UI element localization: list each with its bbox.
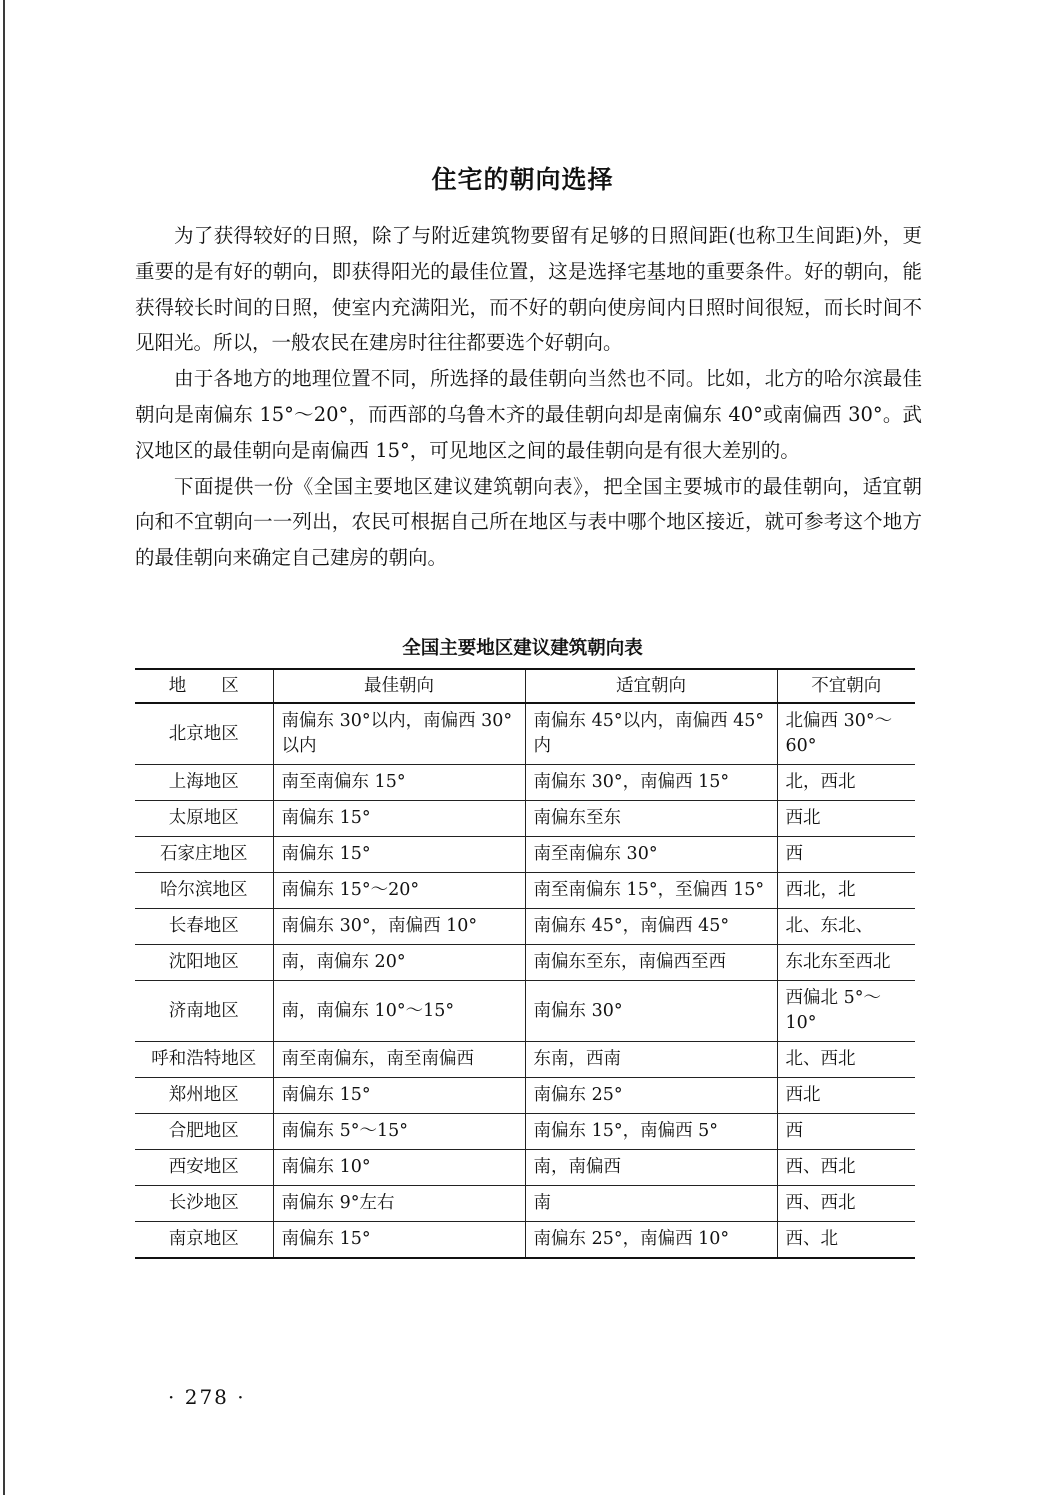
orientation-table <box>135 668 915 1259</box>
table-row <box>135 909 915 945</box>
best-cell: 南至南偏东 15° <box>273 765 525 801</box>
best-cell: 南，南偏东 20° <box>273 945 525 981</box>
body-text <box>135 218 922 576</box>
best-cell: 南偏东 15° <box>273 837 525 873</box>
suitable-cell: 南至南偏东 30° <box>525 837 777 873</box>
region-cell: 郑州地区 <box>135 1078 273 1114</box>
suitable-cell: 南，南偏西 <box>525 1150 777 1186</box>
table-row <box>135 1078 915 1114</box>
table-row <box>135 1222 915 1259</box>
table-row <box>135 765 915 801</box>
unsuitable-cell: 北、西北 <box>777 1042 915 1078</box>
suitable-cell: 南偏东 25°，南偏西 10° <box>525 1222 777 1259</box>
table-row <box>135 1150 915 1186</box>
unsuitable-cell: 西 <box>777 837 915 873</box>
best-cell: 南偏东 15° <box>273 1078 525 1114</box>
unsuitable-cell: 西偏北 5°～10° <box>777 981 915 1042</box>
suitable-cell: 南偏东 45°，南偏西 45° <box>525 909 777 945</box>
header-best-orientation: 最佳朝向 <box>273 669 525 703</box>
table-row <box>135 703 915 765</box>
best-cell: 南偏东 5°～15° <box>273 1114 525 1150</box>
table-row <box>135 837 915 873</box>
table-row <box>135 981 915 1042</box>
region-cell: 沈阳地区 <box>135 945 273 981</box>
table-caption: 全国主要地区建议建筑朝向表 <box>402 638 643 659</box>
table-row <box>135 1042 915 1078</box>
best-cell: 南偏东 10° <box>273 1150 525 1186</box>
suitable-cell: 南偏东 30°，南偏西 15° <box>525 765 777 801</box>
header-unsuitable-orientation: 不宜朝向 <box>777 669 915 703</box>
region-cell: 南京地区 <box>135 1222 273 1259</box>
table-row <box>135 945 915 981</box>
best-cell: 南偏东 30°，南偏西 10° <box>273 909 525 945</box>
page-number: · 278 · <box>168 1385 246 1409</box>
paragraph-3: 下面提供一份《全国主要地区建议建筑朝向表》，把全国主要城市的最佳朝向，适宜朝向和不宜朝向一一列出，农民可根据自己所在地区与表中哪个地区接近，就可参考这个地方的最佳朝向来确定自己建房的朝向。 <box>135 474 922 570</box>
table-row <box>135 801 915 837</box>
unsuitable-cell: 北，西北 <box>777 765 915 801</box>
suitable-cell: 南偏东 25° <box>525 1078 777 1114</box>
region-cell: 济南地区 <box>135 981 273 1042</box>
unsuitable-cell: 西北 <box>777 801 915 837</box>
region-cell: 北京地区 <box>135 703 273 765</box>
suitable-cell: 南偏东 45°以内，南偏西 45°内 <box>525 703 777 765</box>
region-cell: 合肥地区 <box>135 1114 273 1150</box>
suitable-cell: 南偏东至东 <box>525 801 777 837</box>
unsuitable-cell: 北偏西 30°～60° <box>777 703 915 765</box>
page-edge-line <box>3 0 5 1495</box>
paragraph-2: 由于各地方的地理位置不同，所选择的最佳朝向当然也不同。比如，北方的哈尔滨最佳朝向是南偏东 15°～20°，而西部的乌鲁木齐的最佳朝向却是南偏东 40°或南偏西 30°。武汉地区的最佳朝向是南偏西 15°，可见地区之间的最佳朝向是有很大差别的。 <box>135 367 922 462</box>
unsuitable-cell: 东北东至西北 <box>777 945 915 981</box>
header-region: 地 区 <box>135 669 273 703</box>
best-cell: 南偏东 9°左右 <box>273 1186 525 1222</box>
unsuitable-cell: 西、西北 <box>777 1150 915 1186</box>
unsuitable-cell: 西、北 <box>777 1222 915 1259</box>
region-cell: 上海地区 <box>135 765 273 801</box>
region-cell: 太原地区 <box>135 801 273 837</box>
region-cell: 呼和浩特地区 <box>135 1042 273 1078</box>
header-suitable-orientation: 适宜朝向 <box>525 669 777 703</box>
best-cell: 南偏东 15°～20° <box>273 873 525 909</box>
unsuitable-cell: 西北 <box>777 1078 915 1114</box>
unsuitable-cell: 北、东北、 <box>777 909 915 945</box>
best-cell: 南偏东 30°以内，南偏西 30°以内 <box>273 703 525 765</box>
table-header-row <box>135 669 915 703</box>
suitable-cell: 东南，西南 <box>525 1042 777 1078</box>
table-row <box>135 873 915 909</box>
best-cell: 南至南偏东，南至南偏西 <box>273 1042 525 1078</box>
suitable-cell: 南偏东 30° <box>525 981 777 1042</box>
table-row <box>135 1114 915 1150</box>
region-cell: 长沙地区 <box>135 1186 273 1222</box>
suitable-cell: 南至南偏东 15°，至偏西 15° <box>525 873 777 909</box>
region-cell: 长春地区 <box>135 909 273 945</box>
unsuitable-cell: 西北，北 <box>777 873 915 909</box>
suitable-cell: 南 <box>525 1186 777 1222</box>
unsuitable-cell: 西、西北 <box>777 1186 915 1222</box>
region-cell: 哈尔滨地区 <box>135 873 273 909</box>
suitable-cell: 南偏东 15°，南偏西 5° <box>525 1114 777 1150</box>
best-cell: 南偏东 15° <box>273 1222 525 1259</box>
page-title: 住宅的朝向选择 <box>431 165 614 194</box>
suitable-cell: 南偏东至东，南偏西至西 <box>525 945 777 981</box>
best-cell: 南，南偏东 10°～15° <box>273 981 525 1042</box>
region-cell: 石家庄地区 <box>135 837 273 873</box>
paragraph-1: 为了获得较好的日照，除了与附近建筑物要留有足够的日照间距(也称卫生间距)外，更重要的是有好的朝向，即获得阳光的最佳位置，这是选择宅基地的重要条件。好的朝向，能获得较长时间的日照，使室内充满阳光，而不好的朝向使房间内日照时间很短，而长时间不见阳光。所以，一般农民在建房时往往都要选个好朝向。 <box>135 224 922 355</box>
region-cell: 西安地区 <box>135 1150 273 1186</box>
table-row <box>135 1186 915 1222</box>
best-cell: 南偏东 15° <box>273 801 525 837</box>
unsuitable-cell: 西 <box>777 1114 915 1150</box>
